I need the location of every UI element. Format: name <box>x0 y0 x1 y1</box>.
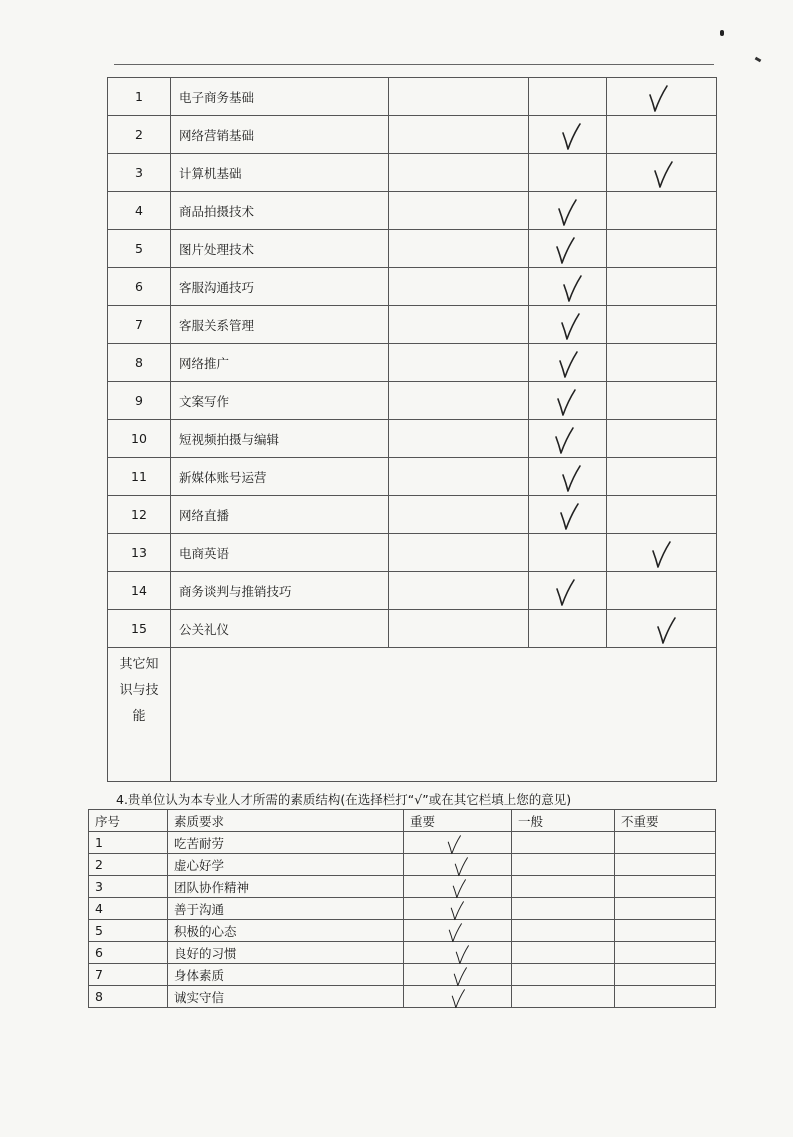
skill-name: 商品拍摄技术 <box>171 192 389 230</box>
handwritten-check-icon <box>558 351 578 379</box>
handwritten-check-icon <box>560 313 580 341</box>
quality-name: 积极的心态 <box>168 920 404 942</box>
table-row <box>89 942 716 964</box>
table-row <box>108 420 717 458</box>
skill-name: 文案写作 <box>171 382 389 420</box>
scan-speck <box>720 30 724 36</box>
handwritten-check-icon <box>562 275 582 303</box>
unimportant-cell[interactable] <box>607 458 717 496</box>
handwritten-check-icon <box>554 427 574 455</box>
unimportant-cell[interactable] <box>615 832 716 854</box>
skill-name: 客服关系管理 <box>171 306 389 344</box>
handwritten-check-icon <box>557 199 577 227</box>
handwritten-check-icon <box>648 85 668 113</box>
important-cell[interactable] <box>389 458 529 496</box>
row-number: 6 <box>89 942 168 964</box>
row-number: 11 <box>108 458 171 496</box>
unimportant-cell[interactable] <box>607 116 717 154</box>
row-number: 4 <box>108 192 171 230</box>
general-cell[interactable] <box>512 876 615 898</box>
skill-name: 短视频拍摄与编辑 <box>171 420 389 458</box>
unimportant-cell[interactable] <box>607 306 717 344</box>
skill-name: 计算机基础 <box>171 154 389 192</box>
handwritten-check-icon <box>561 465 581 493</box>
skill-name: 公关礼仪 <box>171 610 389 648</box>
important-cell[interactable] <box>389 420 529 458</box>
header-unimportant: 不重要 <box>615 810 716 832</box>
skill-name: 新媒体账号运营 <box>171 458 389 496</box>
important-cell[interactable] <box>389 306 529 344</box>
unimportant-cell[interactable] <box>615 942 716 964</box>
handwritten-check-icon <box>451 879 467 899</box>
table-row <box>89 854 716 876</box>
skill-name: 电商英语 <box>171 534 389 572</box>
unimportant-cell[interactable] <box>607 344 717 382</box>
unimportant-cell[interactable] <box>607 192 717 230</box>
table-row <box>89 898 716 920</box>
handwritten-check-icon <box>656 617 676 645</box>
table-header-row <box>89 810 716 832</box>
unimportant-cell[interactable] <box>607 420 717 458</box>
quality-name: 诚实守信 <box>168 986 404 1008</box>
skills-table <box>107 77 717 782</box>
row-number: 8 <box>89 986 168 1008</box>
quality-name: 虚心好学 <box>168 854 404 876</box>
handwritten-check-icon <box>555 237 575 265</box>
unimportant-cell[interactable] <box>615 898 716 920</box>
handwritten-check-icon <box>561 123 581 151</box>
other-skills-label <box>108 648 171 782</box>
table-row <box>108 382 717 420</box>
header-important: 重要 <box>404 810 512 832</box>
unimportant-cell[interactable] <box>607 268 717 306</box>
quality-name: 身体素质 <box>168 964 404 986</box>
table-row <box>89 920 716 942</box>
skill-name: 网络推广 <box>171 344 389 382</box>
skill-name: 网络营销基础 <box>171 116 389 154</box>
header-quality: 素质要求 <box>168 810 404 832</box>
handwritten-check-icon <box>651 541 671 569</box>
handwritten-check-icon <box>454 945 470 965</box>
general-cell[interactable] <box>529 78 607 116</box>
row-number: 8 <box>108 344 171 382</box>
table-row <box>108 268 717 306</box>
important-cell[interactable] <box>389 572 529 610</box>
scan-speck <box>755 57 762 63</box>
row-number: 3 <box>89 876 168 898</box>
quality-name: 良好的习惯 <box>168 942 404 964</box>
row-number: 5 <box>89 920 168 942</box>
row-number: 6 <box>108 268 171 306</box>
skill-name: 网络直播 <box>171 496 389 534</box>
skill-name: 图片处理技术 <box>171 230 389 268</box>
table-row <box>108 572 717 610</box>
row-number: 4 <box>89 898 168 920</box>
important-cell[interactable] <box>389 78 529 116</box>
unimportant-cell[interactable] <box>615 920 716 942</box>
general-cell[interactable] <box>512 832 615 854</box>
row-number: 1 <box>108 78 171 116</box>
label-line: 识与技 <box>119 683 159 698</box>
table-row <box>108 534 717 572</box>
unimportant-cell[interactable] <box>607 230 717 268</box>
quality-name: 善于沟通 <box>168 898 404 920</box>
handwritten-check-icon <box>447 923 463 943</box>
quality-table <box>88 809 716 1008</box>
label-line: 能 <box>132 709 146 724</box>
general-cell[interactable] <box>512 986 615 1008</box>
header-rule <box>114 64 714 65</box>
handwritten-check-icon <box>653 161 673 189</box>
row-number: 5 <box>108 230 171 268</box>
important-cell[interactable] <box>389 496 529 534</box>
table-row <box>108 116 717 154</box>
important-cell[interactable] <box>389 154 529 192</box>
table-row <box>108 154 717 192</box>
table-row <box>89 964 716 986</box>
row-number: 14 <box>108 572 171 610</box>
important-cell[interactable] <box>389 230 529 268</box>
table-row <box>89 986 716 1008</box>
handwritten-check-icon <box>559 503 579 531</box>
table-row <box>108 306 717 344</box>
row-number: 13 <box>108 534 171 572</box>
unimportant-cell[interactable] <box>615 964 716 986</box>
general-cell[interactable] <box>512 920 615 942</box>
skill-name: 商务谈判与推销技巧 <box>171 572 389 610</box>
table-row <box>108 78 717 116</box>
handwritten-check-icon <box>452 967 468 987</box>
quality-name: 团队协作精神 <box>168 876 404 898</box>
general-cell[interactable] <box>512 942 615 964</box>
unimportant-cell[interactable] <box>607 382 717 420</box>
general-cell[interactable] <box>512 964 615 986</box>
row-number: 2 <box>89 854 168 876</box>
table-row <box>89 832 716 854</box>
label-line: 其它知 <box>119 657 159 672</box>
quality-name: 吃苦耐劳 <box>168 832 404 854</box>
important-cell[interactable] <box>389 116 529 154</box>
general-cell[interactable] <box>512 898 615 920</box>
row-number: 7 <box>89 964 168 986</box>
table-row-other <box>108 648 717 782</box>
table-row <box>108 458 717 496</box>
general-cell[interactable] <box>529 610 607 648</box>
general-cell[interactable] <box>529 534 607 572</box>
table-row <box>89 876 716 898</box>
important-cell[interactable] <box>389 382 529 420</box>
important-cell[interactable] <box>389 534 529 572</box>
row-number: 10 <box>108 420 171 458</box>
handwritten-check-icon <box>449 901 465 921</box>
general-cell[interactable] <box>512 854 615 876</box>
row-number: 15 <box>108 610 171 648</box>
row-number: 2 <box>108 116 171 154</box>
handwritten-check-icon <box>446 835 462 855</box>
unimportant-cell[interactable] <box>615 854 716 876</box>
row-number: 1 <box>89 832 168 854</box>
skill-name: 电子商务基础 <box>171 78 389 116</box>
important-cell[interactable] <box>389 610 529 648</box>
important-cell[interactable] <box>389 344 529 382</box>
row-number: 3 <box>108 154 171 192</box>
row-number: 7 <box>108 306 171 344</box>
table-row <box>108 344 717 382</box>
other-skills-input[interactable] <box>171 648 717 782</box>
unimportant-cell[interactable] <box>615 986 716 1008</box>
handwritten-check-icon <box>555 579 575 607</box>
unimportant-cell[interactable] <box>607 572 717 610</box>
important-cell[interactable] <box>389 268 529 306</box>
row-number: 12 <box>108 496 171 534</box>
question-4-text: 4.贵单位认为本专业人才所需的素质结构(在选择栏打“√”或在其它栏填上您的意见) <box>116 792 572 807</box>
handwritten-check-icon <box>453 857 469 877</box>
row-number: 9 <box>108 382 171 420</box>
table-row <box>108 230 717 268</box>
table-row <box>108 610 717 648</box>
important-cell[interactable] <box>389 192 529 230</box>
unimportant-cell[interactable] <box>607 496 717 534</box>
table-row <box>108 496 717 534</box>
header-general: 一般 <box>512 810 615 832</box>
header-number: 序号 <box>89 810 168 832</box>
handwritten-check-icon <box>556 389 576 417</box>
table-row <box>108 192 717 230</box>
unimportant-cell[interactable] <box>615 876 716 898</box>
skill-name: 客服沟通技巧 <box>171 268 389 306</box>
handwritten-check-icon <box>450 989 466 1009</box>
general-cell[interactable] <box>529 154 607 192</box>
